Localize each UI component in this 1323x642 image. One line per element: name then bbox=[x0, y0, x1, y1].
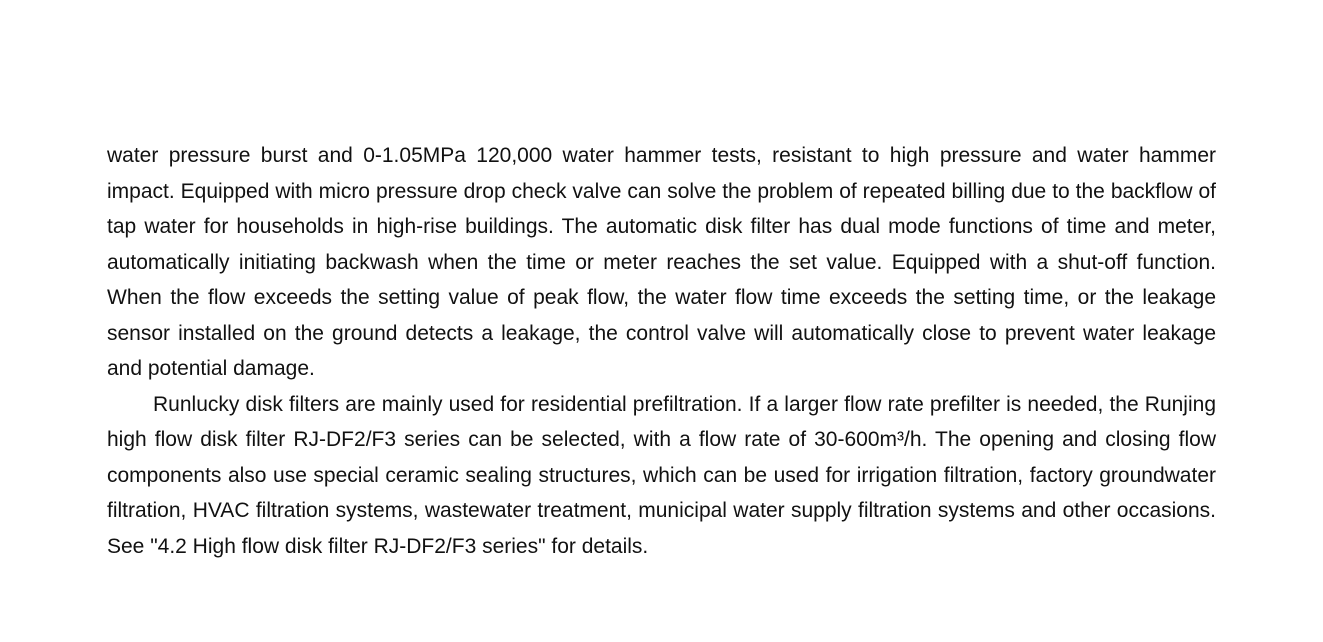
body-text bbox=[107, 138, 1216, 564]
paragraph-continuation: water pressure burst and 0-1.05MPa 120,000 water hammer tests, resistant to high pressure and water hammer impact. Equipped with micro pressure drop check valve can solve the problem of repeated billing due to the backflow of tap water for households in high-rise buildings. The automatic disk filter has dual mode functions of time and meter, automatically initiating backwash when the time or meter reaches the set value. Equipped with a shut-off function. When the flow exceeds the setting value of peak flow, the water flow time exceeds the setting time, or the leakage sensor installed on the ground detects a leakage, the control valve will automatically close to prevent water leakage and potential damage. bbox=[107, 144, 1216, 380]
paragraph-disk-filter-applications: Runlucky disk filters are mainly used for residential prefiltration. If a larger flow rate prefilter is needed, the Runjing high flow disk filter RJ-DF2/F3 series can be selected, with a flow rate of 30-600m³/h. The opening and closing flow components also use special ceramic sealing structures, which can be used for irrigation filtration, factory groundwater filtration, HVAC filtration systems, wastewater treatment, municipal water supply filtration systems and other occasions. See "4.2 High flow disk filter RJ-DF2/F3 series" for details. bbox=[107, 392, 1216, 558]
